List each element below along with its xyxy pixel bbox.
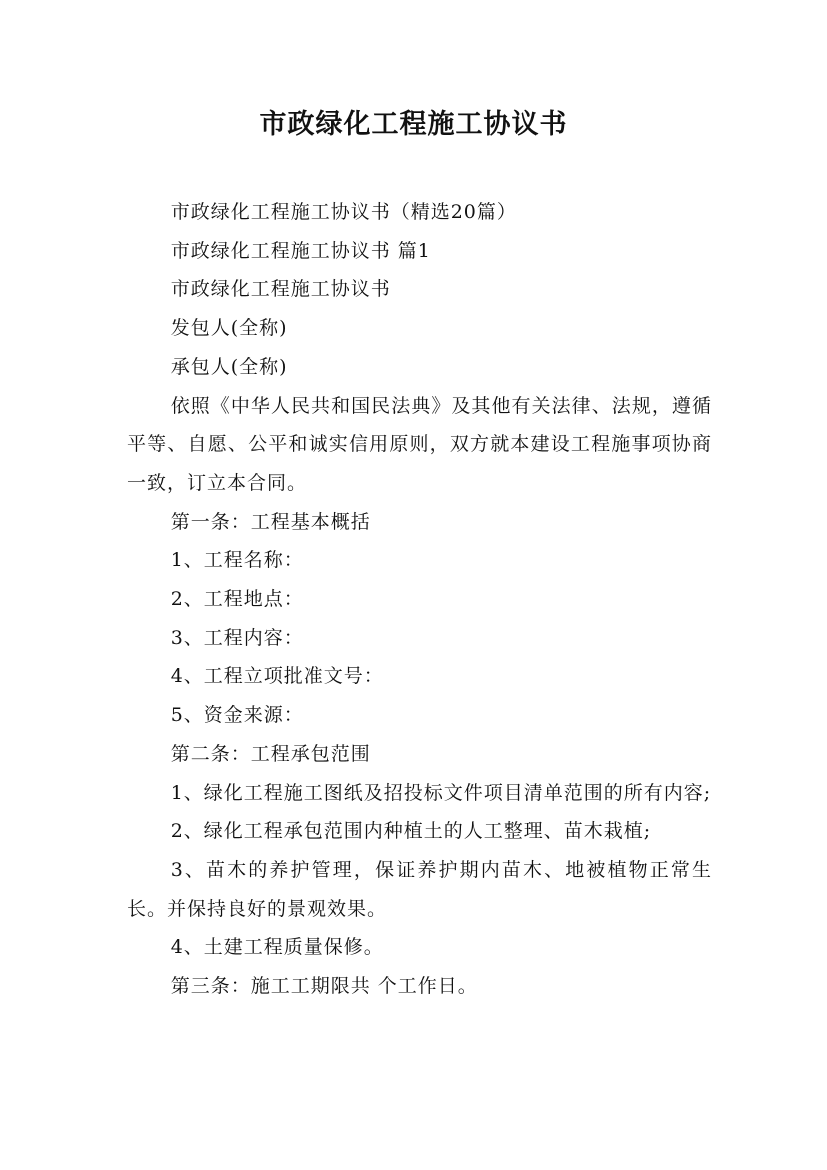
paragraph: 3、苗木的养护管理，保证养护期内苗木、地被植物正常生长。并保持良好的景观效果。 <box>127 858 712 920</box>
paragraph: 第一条：工程基本概括 <box>170 510 371 533</box>
paragraph: 市政绿化工程施工协议书 篇1 <box>170 239 431 262</box>
paragraph: 依照《中华人民共和国民法典》及其他有关法律、法规，遵循平等、自愿、公平和诚实信用原则，双方就本建设工程施事项协商一致，订立本合同。 <box>127 394 712 494</box>
paragraph: 第二条：工程承包范围 <box>170 742 371 765</box>
paragraph: 市政绿化工程施工协议书（精选20篇） <box>170 201 517 223</box>
paragraph: 3、工程内容： <box>170 626 304 649</box>
paragraph: 1、工程名称： <box>170 549 304 572</box>
paragraph: 2、工程地点： <box>170 588 304 611</box>
paragraph: 5、资金来源： <box>170 704 304 727</box>
paragraph: 2、绿化工程承包范围内种植土的人工整理、苗木栽植; <box>170 820 652 843</box>
paragraph: 发包人(全称) <box>170 317 288 340</box>
paragraph: 市政绿化工程施工协议书 <box>170 278 391 301</box>
paragraph: 第三条：施工工期限共 个工作日。 <box>170 975 478 998</box>
paragraph: 1、绿化工程施工图纸及招投标文件项目清单范围的所有内容; <box>170 781 712 804</box>
document-title: 市政绿化工程施工协议书 <box>259 109 568 140</box>
paragraph: 4、土建工程质量保修。 <box>170 936 384 959</box>
document-body <box>127 193 712 1006</box>
paragraph: 承包人(全称) <box>170 355 288 378</box>
paragraph: 4、工程立项批准文号： <box>170 665 384 688</box>
